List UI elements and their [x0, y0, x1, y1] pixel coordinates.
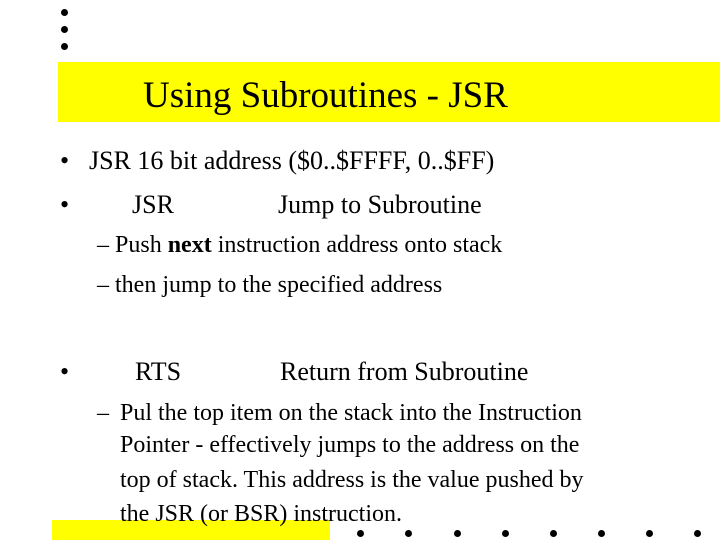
bullet-mark: • [60, 146, 70, 175]
decor-dot [550, 530, 557, 537]
decor-dot [61, 43, 68, 50]
decor-dot [694, 530, 701, 537]
bullet-mark: • [60, 190, 70, 219]
rts-detail-line-2: Pointer - effectively jumps to the address on the [120, 432, 580, 458]
rts-detail-line-4: the JSR (or BSR) instruction. [120, 501, 403, 527]
rts-description: Return from Subroutine [280, 357, 529, 386]
decor-dot [646, 530, 653, 537]
slide-title: Using Subroutines - JSR [143, 75, 508, 116]
decor-dot [598, 530, 605, 537]
rts-detail-line-3: top of stack. This address is the value pushed by [120, 467, 584, 493]
decor-dot [454, 530, 461, 537]
decor-dot [357, 530, 364, 537]
sub-item-text-pre: Push [115, 232, 168, 258]
jsr-mnemonic: JSR [132, 190, 174, 219]
jsr-description: Jump to Subroutine [278, 190, 482, 219]
bullet-jsr-address: JSR 16 bit address ($0..$FFFF, 0..$FF) [89, 146, 495, 175]
rts-detail-line-1: Pul the top item on the stack into the Instruction [120, 400, 582, 426]
sub-item-jump [97, 270, 442, 300]
decor-dot [405, 530, 412, 537]
sub-item-dash: – [97, 400, 109, 426]
sub-item-push-next [97, 230, 502, 260]
sub-item-dash: – [97, 272, 109, 298]
decor-dot [61, 9, 68, 16]
decor-dot [502, 530, 509, 537]
sub-item-text-bold: next [167, 232, 212, 258]
decor-dot [61, 26, 68, 33]
sub-item-text-post: instruction address onto stack [211, 232, 503, 258]
rts-mnemonic: RTS [135, 357, 182, 386]
bullet-mark: • [60, 357, 70, 386]
sub-item-text: then jump to the specified address [115, 272, 443, 298]
sub-item-dash: – [97, 232, 109, 258]
